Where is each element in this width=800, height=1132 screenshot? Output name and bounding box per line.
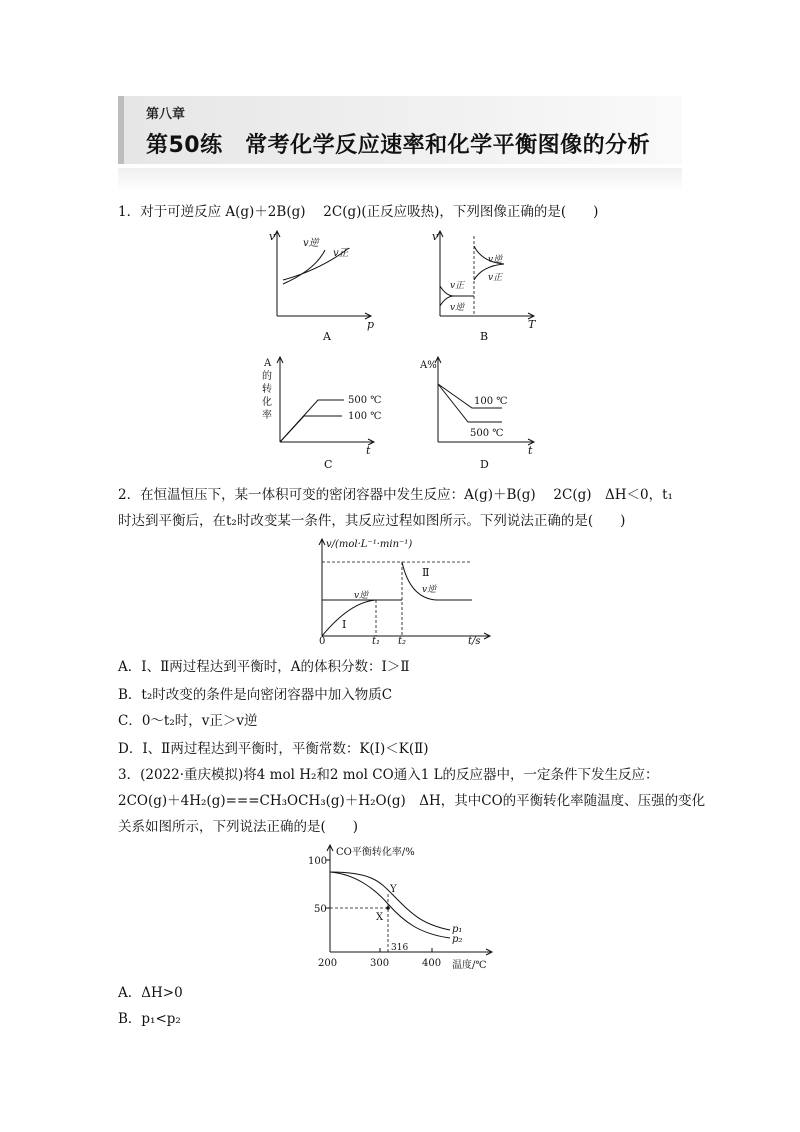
- fig-c-ylabel-5: 率: [262, 410, 272, 421]
- q3-chart-ytick-100: 100: [308, 856, 328, 867]
- q1-figure-b: [428, 228, 548, 348]
- q3-line-2: 2CO(g)＋4H₂(g)===CH₃OCH₃(g)＋H₂O(g) ΔH，其中CO的平衡转化率随温度、压强的变化: [118, 793, 706, 809]
- fig-d-label-500: 500 ℃: [470, 428, 504, 439]
- q3-option-b: B．p₁<p₂: [118, 1011, 181, 1027]
- q2-option-c: C．0～t₂时，v正＞v逆: [118, 713, 258, 729]
- q2-fig-region-1: Ⅰ: [342, 618, 347, 631]
- fig-d-label-100: 100 ℃: [474, 396, 508, 407]
- q3-chart: [300, 842, 510, 970]
- q2-line-1: 2．在恒温恒压下，某一体积可变的密闭容器中发生反应：A(g)＋B(g) 2C(g) ΔH＜0，t₁: [118, 487, 673, 503]
- q2-option-a: A．Ⅰ、Ⅱ两过程达到平衡时，A的体积分数：Ⅰ＞Ⅱ: [118, 659, 410, 675]
- q2-option-d: D．Ⅰ、Ⅱ两过程达到平衡时，平衡常数：K(Ⅰ)＜K(Ⅱ): [118, 741, 429, 757]
- q1-figure-a: [265, 228, 385, 348]
- q2-fig-t2: t₂: [398, 636, 407, 647]
- fig-b-label-4: v逆: [488, 255, 503, 265]
- fig-b-label-1: v逆: [450, 303, 465, 313]
- q3-line-1: 3．(2022·重庆模拟)将4 mol H₂和2 mol CO通入1 L的反应器中，一定条件下发生反应：: [118, 767, 659, 783]
- q3-chart-xtick-400: 400: [422, 958, 442, 969]
- q3-chart-ytick-50: 50: [314, 904, 327, 915]
- q3-option-a: A．ΔH>0: [118, 985, 183, 1001]
- q2-fig-ylabel: v/(mol·L⁻¹·min⁻¹): [326, 539, 413, 550]
- fig-b-label-2: v正: [450, 281, 465, 291]
- q3-chart-marker-316: 316: [391, 943, 409, 953]
- q3-chart-series-p2: p₂: [452, 934, 463, 945]
- fig-d-caption: D: [480, 458, 489, 471]
- q3-chart-series-p1: p₁: [452, 924, 463, 935]
- fig-c-ylabel-3: 转: [262, 384, 272, 395]
- fig-c-ylabel-1: A: [264, 358, 272, 369]
- fig-a-caption: A: [323, 330, 331, 343]
- q2-line-2: 时达到平衡后，在t₂时改变某一条件，其反应过程如图所示。下列说法正确的是( ): [118, 513, 626, 529]
- fig-a-ylabel: v: [269, 230, 276, 243]
- fig-a-curve-label-1: v逆: [303, 238, 319, 249]
- q1-stem: 1．对于可逆反应 A(g)＋2B(g) 2C(g)(正反应吸热)，下列图像正确的是( ): [118, 204, 599, 220]
- fig-d-ylabel: A%: [420, 360, 437, 371]
- fig-a-xlabel: p: [367, 318, 375, 331]
- fig-b-ylabel: v: [432, 230, 439, 243]
- q3-line-3: 关系如图所示，下列说法正确的是( ): [118, 819, 359, 835]
- fig-c-label-500: 500 ℃: [348, 395, 382, 406]
- q2-fig-v1: v逆: [354, 591, 369, 601]
- fig-d-xlabel: t: [528, 444, 533, 457]
- fig-c-ylabel-4: 化: [262, 397, 272, 408]
- q2-fig-origin: 0: [319, 636, 326, 647]
- header-accent-bar: [118, 96, 124, 164]
- q3-chart-xtick-300: 300: [370, 958, 390, 969]
- q3-chart-xtick-200: 200: [318, 958, 338, 969]
- fig-b-caption: B: [480, 330, 489, 343]
- q2-fig-xlabel: t/s: [468, 636, 481, 647]
- fig-c-xlabel: t: [366, 444, 371, 457]
- chapter-label: 第八章: [146, 107, 186, 122]
- q1-figure-d: [420, 354, 556, 474]
- q2-fig-t1: t₁: [372, 636, 381, 647]
- q3-chart-ylabel: CO平衡转化率/%: [336, 847, 415, 858]
- fig-c-ylabel-2: 的: [262, 371, 272, 382]
- fig-c-caption: C: [324, 458, 333, 471]
- q2-fig-region-2: Ⅱ: [422, 566, 430, 579]
- q3-chart-point-x: X: [376, 912, 384, 923]
- fig-a-curve-label-2: v正: [333, 248, 349, 259]
- q3-chart-xlabel: 温度/℃: [452, 960, 487, 971]
- q1-figure-c: [258, 354, 388, 474]
- header-shadow: [118, 168, 682, 192]
- q2-figure: [310, 536, 500, 648]
- q2-fig-v2: v逆: [422, 585, 437, 595]
- fig-b-label-3: v正: [488, 273, 503, 283]
- q2-option-b: B．t₂时改变的条件是向密闭容器中加入物质C: [118, 687, 393, 703]
- fig-b-xlabel: T: [528, 318, 536, 331]
- page-title: 第50练 常考化学反应速率和化学平衡图像的分析: [146, 133, 651, 158]
- q3-chart-point-y: Y: [390, 884, 397, 895]
- fig-c-label-100: 100 ℃: [348, 411, 382, 422]
